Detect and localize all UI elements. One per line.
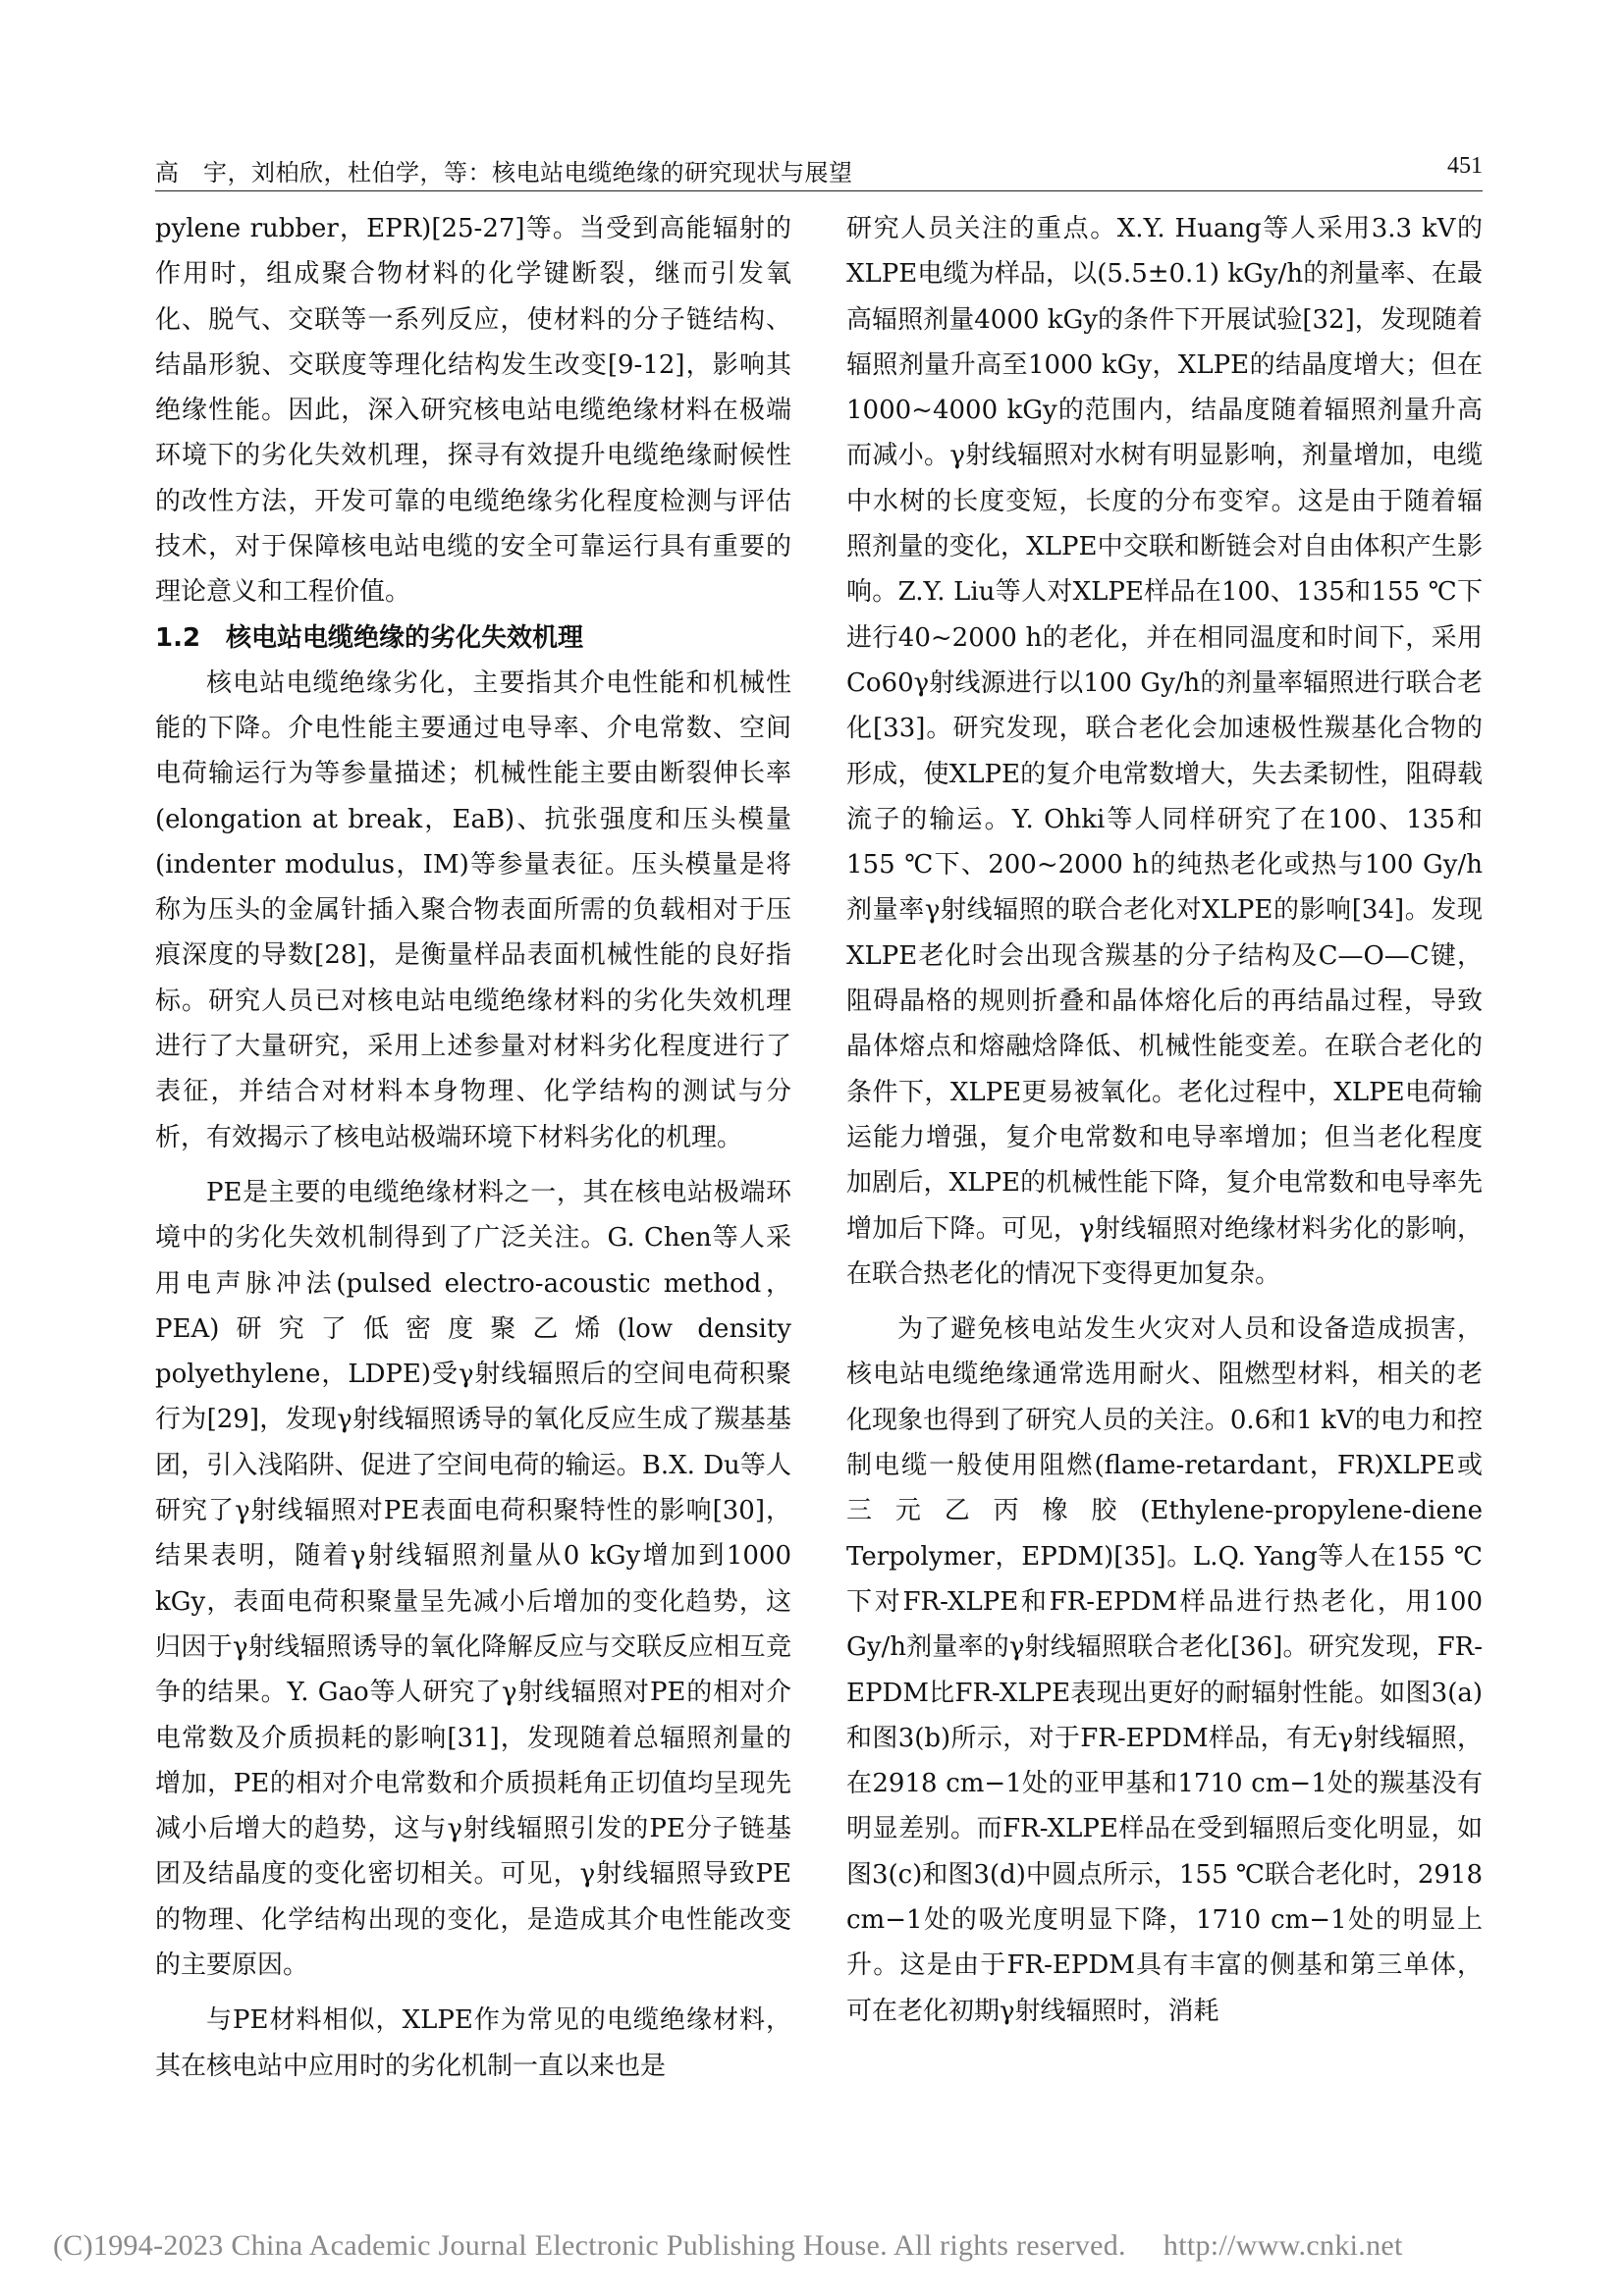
right-column [846,206,1483,2034]
running-title: 高 宇，刘柏欣，杜伯学，等：核电站电缆绝缘的研究现状与展望 [155,159,853,187]
paragraph-flame-retardant: 为了避免核电站发生火灾对人员和设备造成损害，核电站电缆绝缘通常选用耐火、阻燃型材料，相关的老化现象也得到了研究人员的关注。0.6和1 kV的电力和控制电缆一般使用阻燃(flame-retardant，FR)XLPE或三元乙丙橡胶(Ethylene-propylene-diene Terpolymer，EPDM)[35]。L.Q. Yang等人在155 ℃下对FR-XLPE和FR-EPDM样品进行热老化，用100 Gy/h剂量率的γ射线辐照联合老化[36]。研究发现，FR-EPDM比FR-XLPE表现出更好的耐辐射性能。如图3(a)和图3(b)所示，对于FR-EPDM样品，有无γ射线辐照，在2918 cm−1处的亚甲基和1710 cm−1处的羰基没有明显差别。而FR-XLPE样品在受到辐照后变化明显，如图3(c)和图3(d)中圆点所示，155 ℃联合老化时，2918 cm−1处的吸光度明显下降，1710 cm−1处的明显上升。这是由于FR-EPDM具有丰富的侧基和第三单体，可在老化初期γ射线辐照时，消耗 [846,1314,1484,2026]
paragraph-pe-studies: PE是主要的电缆绝缘材料之一，其在核电站极端环境中的劣化失效机制得到了广泛关注。G. Chen等人采用电声脉冲法(pulsed electro-acoustic method，PEA)研究了低密度聚乙烯(low density polyethylene，LDPE)受γ射线辐照后的空间电荷积聚行为[29]，发现γ射线辐照诱导的氧化反应生成了羰基基团，引入浅陷阱、促进了空间电荷的输运。B.X. Du等人研究了γ射线辐照对PE表面电荷积聚特性的影响[30]，结果表明，随着γ射线辐照剂量从0 kGy增加到1000 kGy，表面电荷积聚量呈先减小后增加的变化趋势，这归因于γ射线辐照诱导的氧化降解反应与交联反应相互竞争的结果。Y. Gao等人研究了γ射线辐照对PE的相对介电常数及介质损耗的影响[31]，发现随着总辐照剂量的增加，PE的相对介电常数和介质损耗角正切值均呈现先减小后增大的趋势，这与γ射线辐照引发的PE分子链基团及结晶度的变化密切相关。可见，γ射线辐照导致PE的物理、化学结构出现的变化，是造成其介电性能改变的主要原因。 [155,1177,791,1980]
copyright-footer: (C)1994-2023 China Academic Journal Electronic Publishing House. All rights reserved. http://www.cnki.net [53,2229,1403,2262]
paragraph-degradation-overview: 核电站电缆绝缘劣化，主要指其介电性能和机械性能的下降。介电性能主要通过电导率、介电常数、空间电荷输运行为等参量描述；机械性能主要由断裂伸长率(elongation at break，EaB)、抗张强度和压头模量(indenter modulus，IM)等参量表征。压头模量是将称为压头的金属针插入聚合物表面所需的负载相对于压痕深度的导数[28]，是衡量样品表面机械性能的良好指标。研究人员已对核电站电缆绝缘材料的劣化失效机理进行了大量研究，采用上述参量对材料劣化程度进行了表征，并结合对材料本身物理、化学结构的测试与分析，有效揭示了核电站极端环境下材料劣化的机理。 [155,667,791,1152]
paragraph-xlpe-intro: 与PE材料相似，XLPE作为常见的电缆绝缘材料，其在核电站中应用时的劣化机制一直以来也是 [155,2005,791,2081]
paragraph-xlpe-studies: 研究人员关注的重点。X.Y. Huang等人采用3.3 kV的XLPE电缆为样品，以(5.5±0.1) kGy/h的剂量率、在最高辐照剂量4000 kGy的条件下开展试验[32]，发现随着辐照剂量升高至1000 kGy，XLPE的结晶度增大；但在1000~4000 kGy的范围内，结晶度随着辐照剂量升高而减小。γ射线辐照对水树有明显影响，剂量增加，电缆中水树的长度变短，长度的分布变窄。这是由于随着辐照剂量的变化，XLPE中交联和断链会对自由体积产生影响。Z.Y. Liu等人对XLPE样品在100、135和155 ℃下进行40~2000 h的老化，并在相同温度和时间下，采用Co60γ射线源进行以100 Gy/h的剂量率辐照进行联合老化[33]。研究发现，联合老化会加速极性羰基化合物的形成，使XLPE的复介电常数增大，失去柔韧性，阻碍载流子的输运。Y. Ohki等人同样研究了在100、135和155 ℃下、200~2000 h的纯热老化或热与100 Gy/h剂量率γ射线辐照的联合老化对XLPE的影响[34]。发现XLPE老化时会出现含羰基的分子结构及C—O—C键，阻碍晶格的规则折叠和晶体熔化后的再结晶过程，导致晶体熔点和熔融焓降低、机械性能变差。在联合老化的条件下，XLPE更易被氧化。老化过程中，XLPE电荷输运能力增强，复介电常数和电导率增加；但当老化程度加剧后，XLPE的机械性能下降，复介电常数和电导率先增加后下降。可见，γ射线辐照对绝缘材料劣化的影响，在联合热老化的情况下变得更加复杂。 [846,214,1483,1289]
left-column [155,206,791,2089]
running-header [155,151,1483,191]
page-number: 451 [1447,153,1483,179]
paragraph-intro-continued: pylene rubber，EPR)[25-27]等。当受到高能辐射的作用时，组成聚合物材料的化学键断裂，继而引发氧化、脱气、交联等一系列反应，使材料的分子链结构、结晶形貌、交联度等理化结构发生改变[9-12]，影响其绝缘性能。因此，深入研究核电站电缆绝缘材料在极端环境下的劣化失效机理，探寻有效提升电缆绝缘耐候性的改性方法，开发可靠的电缆绝缘劣化程度检测与评估技术，对于保障核电站电缆的安全可靠运行具有重要的理论意义和工程价值。 [155,214,791,608]
section-heading-1-2: 1.2 核电站电缆绝缘的劣化失效机理 [155,622,584,653]
